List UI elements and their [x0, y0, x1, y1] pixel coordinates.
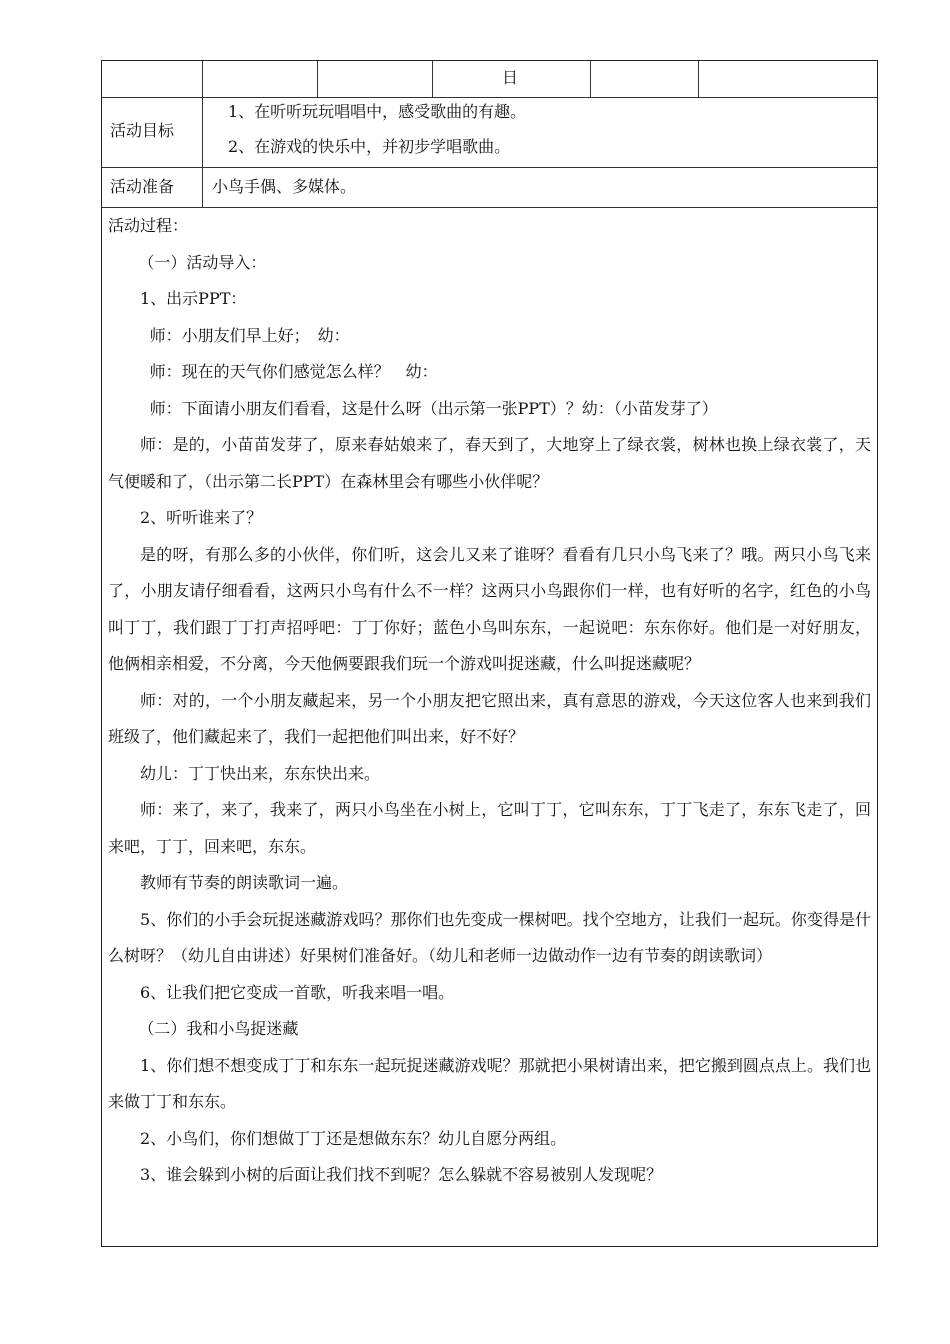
prep-label: 活动准备 [110, 177, 175, 196]
dialogue-line: 师：小朋友们早上好； 幼： [149, 325, 350, 345]
paragraph: 1、出示PPT： [140, 289, 247, 308]
paragraph: 师：来了，来了，我来了，两只小鸟坐在小树上，它叫丁丁，它叫东东，丁丁飞走了，东东飞走了，回来吧，丁丁，回来吧，东东。 [108, 800, 871, 856]
row-divider [102, 167, 877, 168]
process-section [108, 208, 871, 1194]
paragraph: 师：对的，一个小朋友藏起来，另一个小朋友把它照出来，真有意思的游戏，今天这位客人也来到我们班级了，他们藏起来了，我们一起把他们叫出来，好不好？ [108, 690, 871, 746]
paragraph: 5、你们的小手会玩捉迷藏游戏吗？那你们也先变成一棵树吧。找个空地方，让我们一起玩。你变得是什么树呀？（幼儿自由讲述）好果树们准备好。（幼儿和老师一边做动作一边有节奏的朗读歌词） [108, 909, 871, 965]
dialogue-line: 师：现在的天气你们感觉怎么样？ 幼： [149, 362, 438, 381]
goal-label: 活动目标 [110, 121, 175, 140]
column-divider [432, 61, 433, 97]
prep-text: 小鸟手偶、多媒体。 [212, 177, 357, 196]
section-heading: （二）我和小鸟捉迷藏 [138, 1019, 299, 1038]
goal-item-2: 2、在游戏的快乐中，并初步学唱歌曲。 [228, 137, 511, 156]
paragraph: 是的呀，有那么多的小伙伴，你们听，这会儿又来了谁呀？看看有几只小鸟飞来了？哦。两只小鸟飞来了，小朋友请仔细看看，这两只小鸟有什么不一样？这两只小鸟跟你们一样，也有好听的名字，红色的小鸟叫丁丁，我们跟丁丁打声招呼吧：丁丁你好；蓝色小鸟叫东东，一起说吧：东东你好。他们是一对好朋友，他俩相亲相爱，不分离，今天他俩要跟我们玩一个游戏叫捉迷藏，什么叫捉迷藏呢？ [108, 544, 871, 673]
goal-item-1: 1、在听听玩玩唱唱中，感受歌曲的有趣。 [228, 102, 527, 121]
lesson-plan-table [101, 60, 878, 1247]
column-divider [698, 61, 699, 97]
column-divider [590, 61, 591, 97]
paragraph: 2、听听谁来了？ [140, 508, 263, 527]
process-title: 活动过程： [108, 216, 189, 235]
paragraph: 2、小鸟们，你们想做丁丁还是想做东东？幼儿自愿分两组。 [140, 1128, 567, 1148]
paragraph: 3、谁会躲到小树的后面让我们找不到呢？怎么躲就不容易被别人发现呢？ [140, 1165, 663, 1184]
column-divider [202, 61, 203, 97]
column-divider [317, 61, 318, 97]
dialogue-line: 师：下面请小朋友们看看，这是什么呀（出示第一张PPT）？幼：（小苗发芽了） [149, 398, 718, 418]
paragraph: 6、让我们把它变成一首歌，听我来唱一唱。 [140, 982, 455, 1002]
paragraph: 师：是的，小苗苗发芽了，原来春姑娘来了，春天到了，大地穿上了绿衣裳，树林也换上绿衣裳了，天气便暖和了，（出示第二长PPT）在森林里会有哪些小伙伴呢？ [108, 435, 871, 491]
paragraph: 1、你们想不想变成丁丁和东东一起玩捉迷藏游戏呢？那就把小果树请出来，把它搬到圆点点上。我们也来做丁丁和东东。 [108, 1055, 871, 1111]
row-divider [102, 97, 877, 98]
date-label: 日 [502, 68, 519, 87]
section-heading: （一）活动导入： [138, 252, 267, 272]
label-column-divider [202, 97, 203, 207]
paragraph: 教师有节奏的朗读歌词一遍。 [140, 873, 349, 892]
paragraph: 幼儿：丁丁快出来，东东快出来。 [140, 763, 381, 783]
